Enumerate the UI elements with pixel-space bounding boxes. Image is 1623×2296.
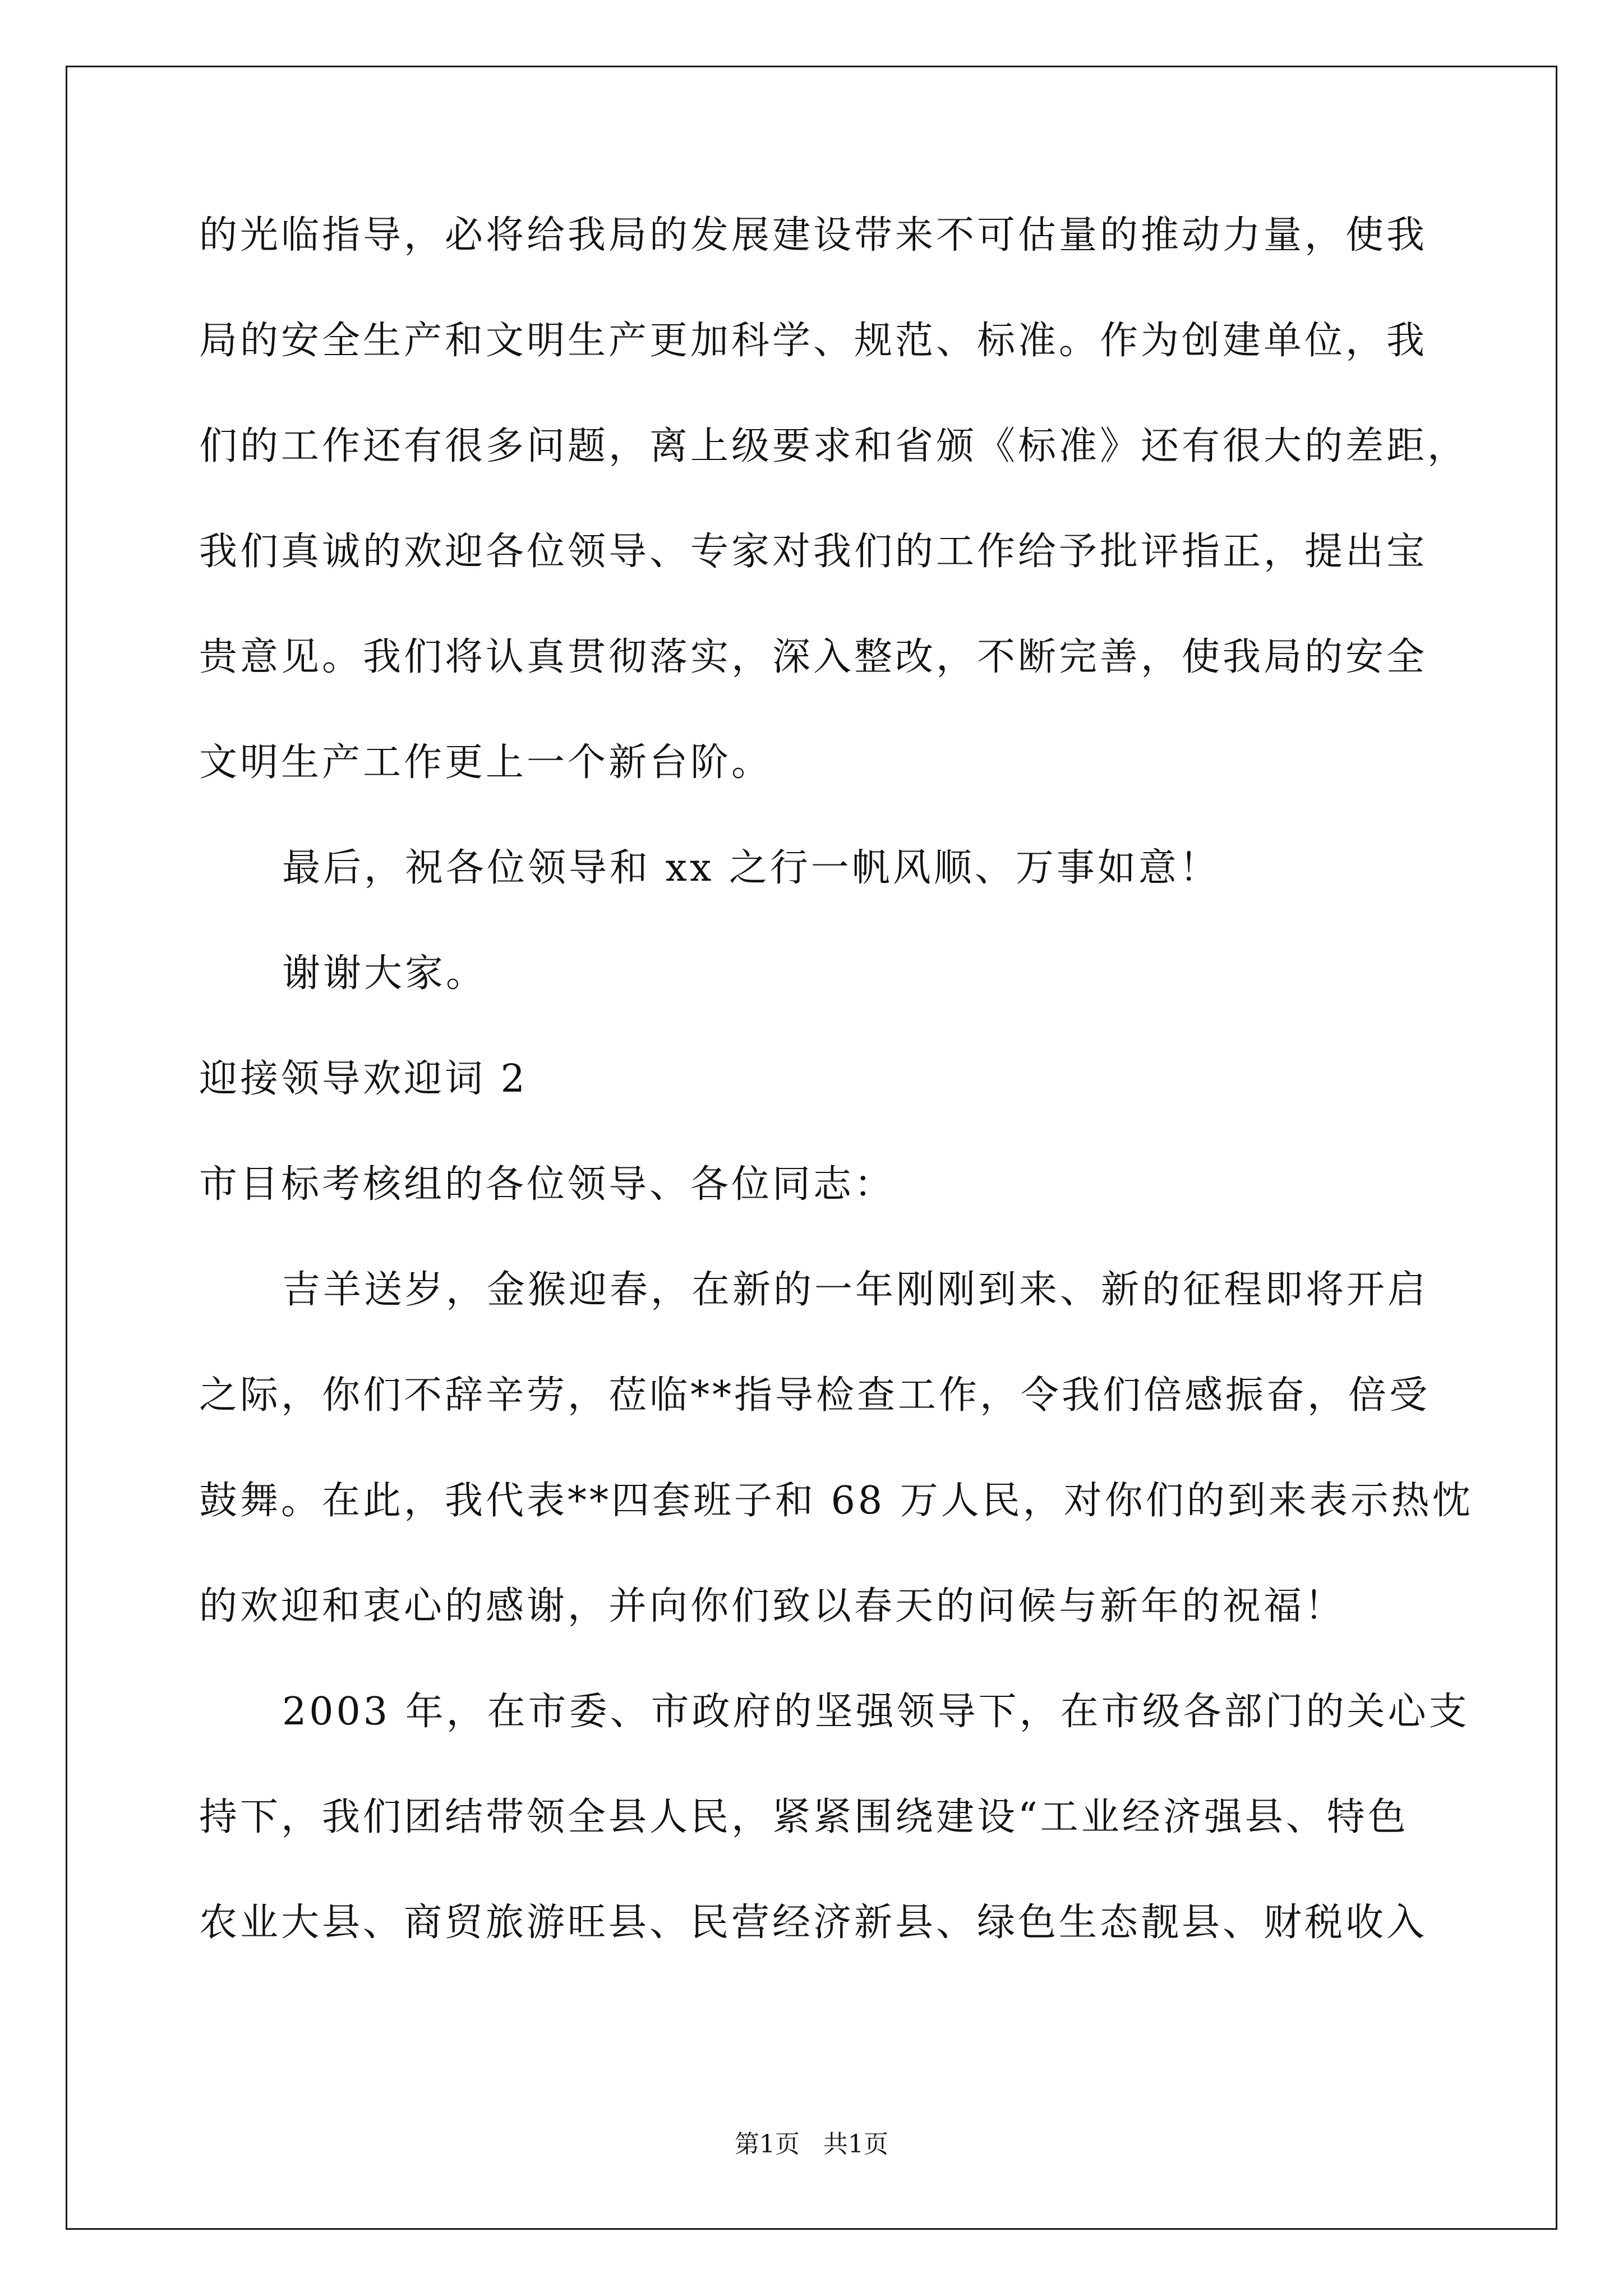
text-line: 我们真诚的欢迎各位领导、专家对我们的工作给予批评指正，提出宝 bbox=[199, 530, 1428, 574]
page-number: 第1页 共1页 bbox=[735, 2130, 888, 2159]
text-line: 文明生产工作更上一个新台阶。 bbox=[199, 740, 773, 785]
salutation: 市目标考核组的各位领导、各位同志： bbox=[199, 1162, 896, 1207]
text-line: 的欢迎和衷心的感谢，并向你们致以春天的问候与新年的祝福！ bbox=[199, 1584, 1346, 1628]
text-line: 贵意见。我们将认真贯彻落实，深入整改，不断完善，使我局的安全 bbox=[199, 635, 1428, 679]
text-line: 的光临指导，必将给我局的发展建设带来不可估量的推动力量，使我 bbox=[199, 213, 1428, 257]
closing-wish: 最后，祝各位领导和 xx 之行一帆风顺、万事如意！ bbox=[282, 846, 1220, 890]
text-line: 2003 年，在市委、市政府的坚强领导下，在市级各部门的关心支 bbox=[282, 1690, 1470, 1734]
text-line: 之际，你们不辞辛劳，莅临**指导检查工作，令我们倍感振奋，倍受 bbox=[199, 1373, 1431, 1418]
text-line: 们的工作还有很多问题，离上级要求和省颁《标准》还有很大的差距， bbox=[199, 424, 1469, 468]
text-line: 农业大县、商贸旅游旺县、民营经济新县、绿色生态靓县、财税收入 bbox=[199, 1901, 1428, 1945]
section-heading: 迎接领导欢迎词 2 bbox=[199, 1057, 528, 1101]
thanks-line: 谢谢大家。 bbox=[282, 951, 487, 996]
text-line: 局的安全生产和文明生产更加科学、规范、标准。作为创建单位，我 bbox=[199, 319, 1428, 363]
text-line: 持下，我们团结带领全县人民，紧紧围绕建设“工业经济强县、特色 bbox=[199, 1795, 1409, 1839]
text-line: 吉羊送岁，金猴迎春，在新的一年刚刚到来、新的征程即将开启 bbox=[282, 1268, 1429, 1312]
text-line: 鼓舞。在此，我代表**四套班子和 68 万人民，对你们的到来表示热忱 bbox=[199, 1479, 1473, 1523]
